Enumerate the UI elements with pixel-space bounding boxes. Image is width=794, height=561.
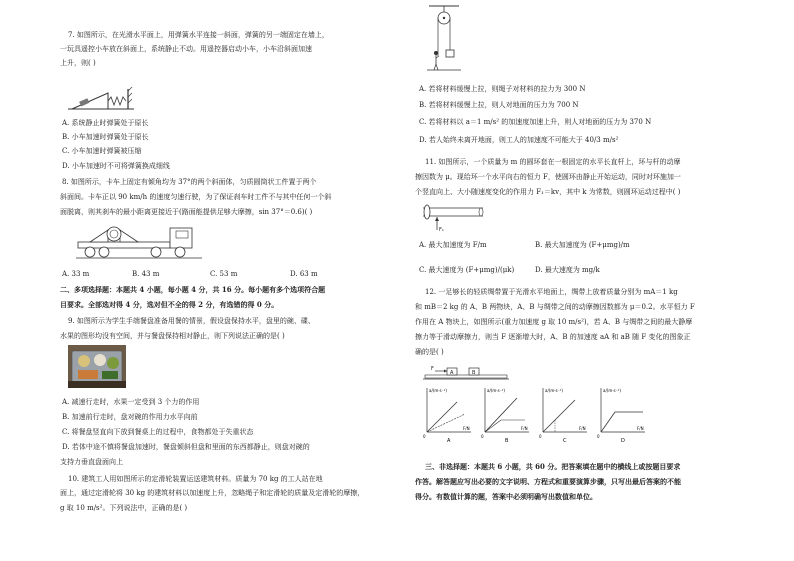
q12-graph-d-origin: 0	[597, 434, 600, 439]
q12-stem-1: 12. 一足够长的轻质绸带置于光滑水平地面上，绸带上放着质量分别为 mA＝1 kg	[425, 288, 678, 296]
q12-graph-b-label: B	[505, 438, 509, 444]
q12-graph-a-ylabel: a/(m·s⁻²)	[429, 388, 447, 393]
q7-stem-1: 7. 如图所示，在光滑水平面上，用弹簧水平连接一斜面，弹簧的另一端固定在墙上，	[68, 31, 329, 39]
q12-block-a-label: A	[450, 370, 454, 376]
q10-option-d: D. 若人始终未离开地面，则工人的加速度不可能大于 40/3 m/s²	[419, 136, 619, 144]
q12-graph-a-label: A	[447, 438, 451, 444]
q12-graph-c-ylabel: a/(m·s⁻²)	[545, 388, 563, 393]
q11-option-b: B. 最大加速度为 (F+μmg)/m	[535, 241, 630, 249]
q8-option-b: B. 43 m	[132, 270, 160, 278]
q12-graph-d-xlabel: F/N	[637, 426, 644, 431]
q12-graph-a-origin: 0	[423, 434, 426, 439]
q10-option-a: A. 若将材料缓慢上拉，则绳子对材料的拉力为 300 N	[419, 85, 586, 93]
q12-graph-b-xlabel: F/N	[521, 426, 528, 431]
q12-graphs	[419, 384, 645, 444]
q8-option-d: D. 63 m	[290, 270, 318, 278]
q12-block-b-label: B	[472, 370, 476, 376]
q9-stem-2: 水果的图形均没有空间，并与餐盘保持相对静止，则下列说法正确的是( )	[60, 332, 285, 340]
q12-graph-c-label: C	[563, 438, 567, 444]
q9-option-b: B. 加速前行走时，盘对碗的作用力水平向前	[62, 413, 198, 421]
q8-option-a: A. 33 m	[62, 270, 90, 278]
section3-heading-1: 三、非选择题：本题共 6 小题，共 60 分。把答案填在题中的横线上或按题目要求	[425, 462, 681, 471]
q7-option-a: A. 系统静止时弹簧处于原长	[62, 119, 149, 127]
q12-graph-a-xlabel: F/N	[463, 426, 470, 431]
q11-option-d: D. 最大速度为 mg/k	[535, 266, 600, 274]
q12-graph-d-label: D	[621, 438, 625, 444]
q10-option-c: C. 若将材料以 a＝1 m/s² 的加速度加速上升，则人对地面的压力为 370 N	[419, 118, 652, 126]
q8-stem-1: 8. 如图所示，卡车上固定有倾角均为 37°的两个斜面体，匀质圆筒状工件置于两个	[62, 178, 317, 186]
q12-graph-b-origin: 0	[481, 434, 484, 439]
q9-stem-1: 9. 如图所示为学生手端餐盘准备用餐的情景，假设盘保持水平，盘里的碗、碟、	[68, 317, 315, 325]
q12-graph-a	[423, 388, 471, 444]
q12-graph-c-origin: 0	[539, 434, 542, 439]
q7-option-b: B. 小车加速时弹簧处于原长	[62, 133, 149, 141]
q12-graph-b	[481, 388, 529, 444]
q9-option-c: C. 将餐盘竖直向下放到餐桌上的过程中，食物都处于失重状态	[62, 428, 254, 436]
q7-stem-3: 上升，则( )	[60, 59, 96, 67]
section2-heading-1: 二、多项选择题：本题共 4 小题，每小题 4 分，共 16 分。每小题有多个选项符合题	[60, 285, 326, 294]
q12-graph-b-ylabel: a/(m·s⁻²)	[487, 388, 505, 393]
q10-option-b: B. 若将材料缓慢上拉，则人对地面的压力为 700 N	[419, 101, 579, 109]
q9-option-d-cont: 支持力垂直盘面向上	[60, 458, 123, 466]
q12-force-label: F	[431, 366, 434, 372]
q7-option-d: D. 小车加速时不可将弹簧换成细线	[62, 162, 170, 170]
q12-silk-figure	[423, 363, 509, 383]
q8-stem-3: 面脱离，则其刹车的最小距离更接近于(路面能提供足够大摩擦，sin 37°＝0.6)( )	[60, 208, 313, 216]
section3-heading-3: 得分。有数值计算的题，答案中必须明确写出数值和单位。	[415, 492, 597, 501]
q7-figure	[68, 83, 136, 113]
q12-stem-2: 和 mB＝2 kg 的 A、B 两物块，A、B 与绸带之间的动摩擦因数都为 μ＝0.2。水平恒力 F	[415, 303, 695, 311]
q9-option-d: D. 若体中途不慎将餐盘加速时，餐盘倾斜但盘和里面的东西都静止，则盘对碗的	[62, 443, 310, 451]
q12-graph-c	[539, 388, 587, 444]
q9-tray-photo	[68, 345, 126, 388]
q12-graph-c-xlabel: F/N	[579, 426, 586, 431]
q8-option-c: C. 53 m	[210, 270, 238, 278]
q10-stem-3: g 取 10 m/s²。下列说法中，正确的是( )	[60, 504, 188, 512]
q11-stem-1: 11. 如图所示，一个质量为 m 的圆环套在一根固定的水平长直杆上，环与杆的动摩	[425, 158, 681, 166]
q12-stem-5: 确的是( )	[415, 348, 444, 356]
q7-stem-2: 一玩具遥控小车放在斜面上，系统静止不动。用遥控器启动小车，小车沿斜面加速	[60, 45, 312, 53]
q12-stem-4: 擦力等于滑动摩擦力，则当 F 逐渐增大时，A、B 的加速度 aA 和 aB 随 F 变化的图象正	[415, 333, 691, 341]
q12-graph-d	[597, 388, 645, 444]
q11-stem-3: 个竖直向上、大小随速度变化的作用力 F₁＝kv，其中 k 为常数，则圆环运动过程中( )	[415, 188, 681, 196]
q8-truck-figure	[76, 222, 204, 264]
q11-option-c: C. 最大速度为 (F+μmg)/(μk)	[419, 266, 515, 274]
q7-option-c: C. 小车加速时弹簧被压缩	[62, 147, 142, 155]
q11-stem-2: 擦因数为 μ。现给环一个水平向右的恒力 F，使圆环由静止开始运动，同时对环施加一	[415, 173, 681, 181]
section2-heading-2: 目要求。全部选对得 4 分，选对但不全的得 2 分，有选错的得 0 分。	[60, 300, 279, 309]
q12-stem-3: 作用在 A 物块上，如图所示(重力加速度 g 取 10 m/s²)，若 A、B 与绸带之间的最大静摩	[415, 318, 693, 326]
q12-graph-d-ylabel: a/(m·s⁻²)	[603, 388, 621, 393]
q8-stem-2: 斜面间。卡车正以 90 km/h 的速度匀速行驶，为了保证刹车时工件不与其中任何一个斜	[60, 193, 332, 201]
q11-force-label: F₁	[439, 227, 444, 233]
q9-option-a: A. 减速行走时，水果一定受到 3 个力的作用	[62, 398, 200, 406]
q11-option-a: A. 最大加速度为 F/m	[419, 241, 487, 249]
section3-heading-2: 作答。解答题应写出必要的文字说明、方程式和重要演算步骤，只写出最后答案的不能	[415, 477, 681, 486]
q10-stem-1: 10. 建筑工人用如图所示的定滑轮装置运送建筑材料。质量为 70 kg 的工人站在地	[68, 475, 323, 483]
q10-pulley-figure	[427, 4, 461, 72]
q11-ring-rod-figure	[423, 200, 485, 234]
q10-stem-2: 面上，通过定滑轮将 30 kg 的建筑材料以加速度上升，忽略绳子和定滑轮的质量及定滑轮的摩擦，	[60, 489, 365, 497]
